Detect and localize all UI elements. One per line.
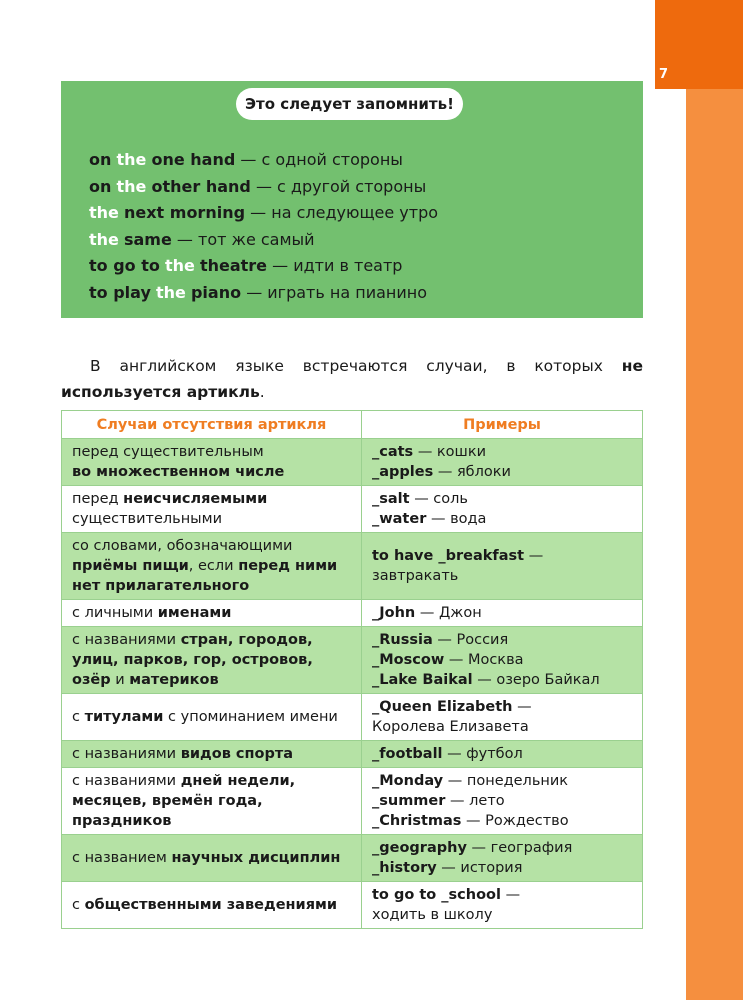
example-cell: to have _breakfast — завтракать xyxy=(362,533,643,600)
case-cell: с названиями дней недели, месяцев, времён года, праздников xyxy=(62,768,362,835)
phrase-list xyxy=(89,147,438,306)
case-cell: с названиями видов спорта xyxy=(62,741,362,768)
table-row xyxy=(62,768,643,835)
example-cell: _Russia — Россия _Moscow — Москва _Lake Baikal — озеро Байкал xyxy=(362,627,643,694)
table-row xyxy=(62,882,643,929)
page-number: 7 xyxy=(659,67,669,82)
phrase-item: to go to the theatre — идти в театр xyxy=(89,256,403,275)
header-cases: Случаи отсутствия артикля xyxy=(62,411,362,439)
article-absence-table xyxy=(61,410,643,929)
table-row xyxy=(62,600,643,627)
page-number-tab xyxy=(655,0,743,89)
case-cell: с титулами с упоминанием имени xyxy=(62,694,362,741)
example-cell: _Monday — понедельник _summer — лето _Christmas — Рождество xyxy=(362,768,643,835)
table-row xyxy=(62,694,643,741)
table-row xyxy=(62,741,643,768)
phrase-item: to play the piano — играть на пианино xyxy=(89,282,427,302)
example-cell: _salt — соль _water — вода xyxy=(362,486,643,533)
table-row xyxy=(62,835,643,882)
case-cell: с названиями стран, городов, улиц, парков, гор, островов, озёр и материков xyxy=(62,627,362,694)
phrase-item: on the other hand — с другой стороны xyxy=(89,176,427,196)
example-cell: to go to _school — ходить в школу xyxy=(362,882,643,929)
example-cell: _John — Джон xyxy=(362,600,643,627)
case-cell: с личными именами xyxy=(62,600,362,627)
example-cell: _cats — кошки _apples — яблоки xyxy=(362,439,643,486)
table-row xyxy=(62,627,643,694)
remember-box xyxy=(61,81,643,318)
intro-paragraph: В английском языке встречаются случаи, в которых не используется артикль. xyxy=(61,357,643,401)
phrase-item: the same — тот же самый xyxy=(89,229,315,249)
case-cell: перед неисчисляемыми существительными xyxy=(62,486,362,533)
phrase-item: the next morning — на следующее утро xyxy=(89,203,439,222)
page-edge-band xyxy=(686,0,743,1000)
example-cell: _football — футбол xyxy=(362,741,643,768)
phrase-item: on the one hand — с одной стороны xyxy=(89,150,403,169)
case-cell: перед существительным во множественном числе xyxy=(62,439,362,486)
table-header-row xyxy=(62,411,643,439)
table-row xyxy=(62,439,643,486)
case-cell: с общественными заведениями xyxy=(62,882,362,929)
example-cell: _geography — география _history — история xyxy=(362,835,643,882)
remember-box-title: Это следует запомнить! xyxy=(236,88,463,120)
example-cell: _Queen Elizabeth — Королева Елизавета xyxy=(362,694,643,741)
case-cell: со словами, обозначающими приёмы пищи, если перед ними нет прилагательного xyxy=(62,533,362,600)
case-cell: с названием научных дисциплин xyxy=(62,835,362,882)
header-examples: Примеры xyxy=(362,411,643,439)
table-row xyxy=(62,533,643,600)
table-row xyxy=(62,486,643,533)
